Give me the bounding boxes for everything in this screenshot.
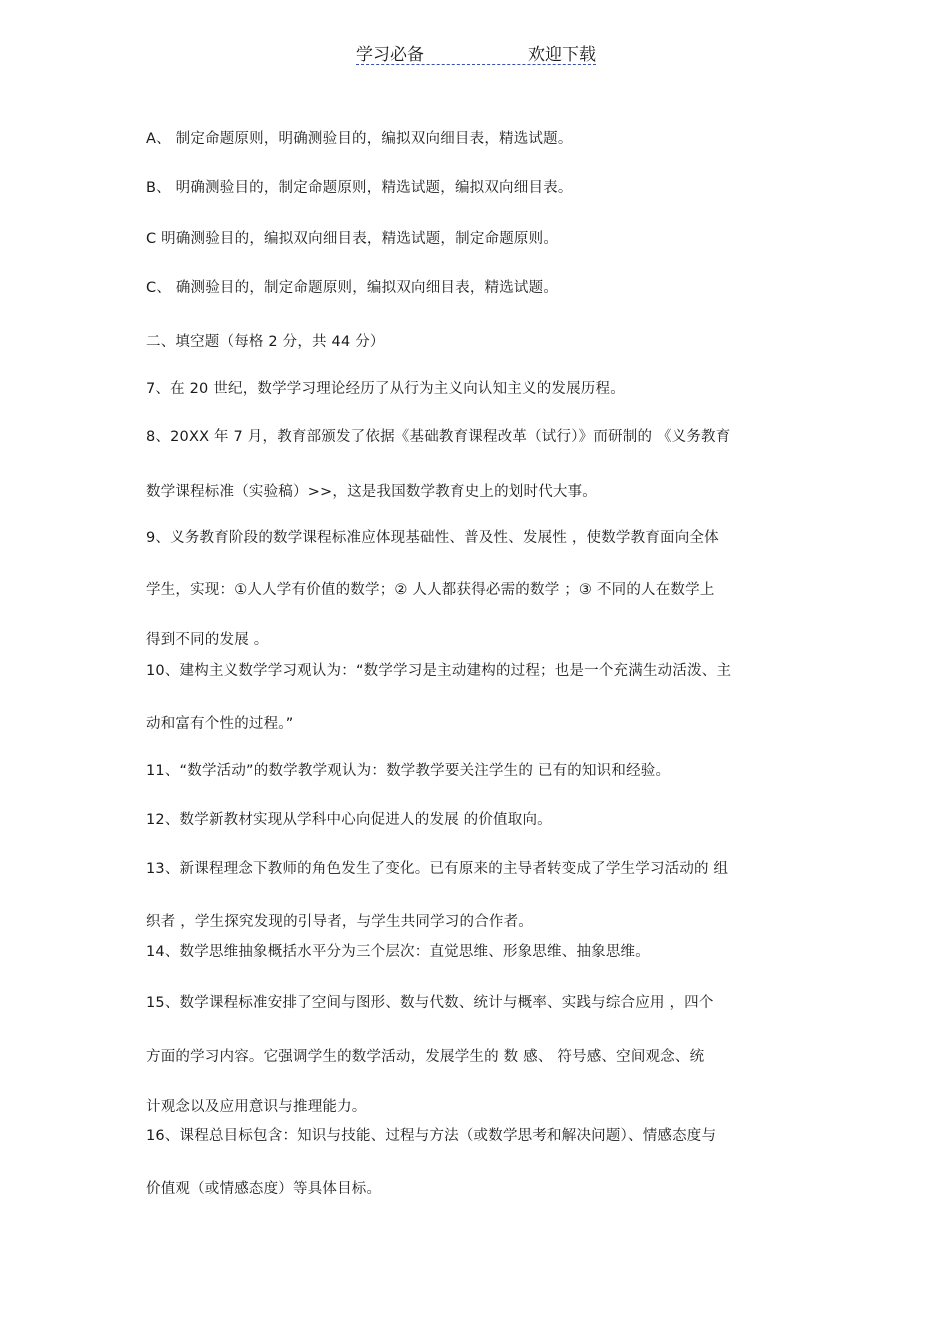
item-7: 7、在 20 世纪，数学学习理论经历了从行为主义向认知主义的发展历程。	[146, 381, 625, 397]
item-8-line-1: 8、20XX 年 7 月，教育部颁发了依据《基础教育课程改革（试行）》而研制的 《义务教育	[146, 429, 731, 445]
item-16-line-2: 价值观（或情感态度）等具体目标。	[146, 1181, 382, 1197]
item-9-line-1: 9、义务教育阶段的数学课程标准应体现基础性、普及性、发展性 ，使数学教育面向全体	[146, 530, 719, 546]
item-14: 14、数学思维抽象概括水平分为三个层次：直觉思维、形象思维、抽象思维。	[146, 944, 650, 960]
option-b: B、 明确测验目的，制定命题原则，精选试题，编拟双向细目表。	[146, 180, 573, 196]
option-c: C 明确测验目的，编拟双向细目表，精选试题，制定命题原则。	[146, 231, 559, 247]
page-header	[356, 38, 596, 65]
item-15-line-2: 方面的学习内容。它强调学生的数学活动，发展学生的 数 感、 符号感、空间观念、统	[146, 1049, 705, 1065]
item-10-line-2: 动和富有个性的过程。”	[146, 716, 294, 732]
item-13-line-2: 织者 ，学生探究发现的引导者，与学生共同学习的合作者。	[146, 914, 534, 930]
item-8-line-2: 数学课程标准（实验稿）>>，这是我国数学教育史上的划时代大事。	[146, 484, 597, 500]
item-16-line-1: 16、课程总目标包含：知识与技能、过程与方法（或数学思考和解决问题）、情感态度与	[146, 1128, 717, 1144]
item-11: 11、“数学活动”的数学教学观认为：数学教学要关注学生的 已有的知识和经验。	[146, 763, 671, 779]
item-15-line-3: 计观念以及应用意识与推理能力。	[146, 1099, 367, 1115]
item-9-line-3: 得到不同的发展 。	[146, 632, 269, 648]
option-a: A、 制定命题原则，明确测验目的，编拟双向细目表，精选试题。	[146, 131, 573, 147]
item-10-line-1: 10、建构主义数学学习观认为：“数学学习是主动建构的过程；也是一个充满生动活泼、主	[146, 663, 732, 679]
header-left-text: 学习必备	[356, 45, 424, 65]
item-13-line-1: 13、新课程理念下教师的角色发生了变化。已有原来的主导者转变成了学生学习活动的 组	[146, 861, 729, 877]
item-9-line-2: 学生，实现：①人人学有价值的数学；② 人人都获得必需的数学 ；③ 不同的人在数学上	[146, 582, 715, 598]
item-12: 12、数学新教材实现从学科中心向促进人的发展 的价值取向。	[146, 812, 552, 828]
section-heading: 二、填空题（每格 2 分，共 44 分）	[146, 334, 385, 350]
option-c-alt: C、 确测验目的，制定命题原则，编拟双向细目表，精选试题。	[146, 280, 559, 296]
header-right-text: 欢迎下载	[528, 45, 596, 65]
item-15-line-1: 15、数学课程标准安排了空间与图形、数与代数、统计与概率、实践与综合应用 ，四个	[146, 995, 714, 1011]
